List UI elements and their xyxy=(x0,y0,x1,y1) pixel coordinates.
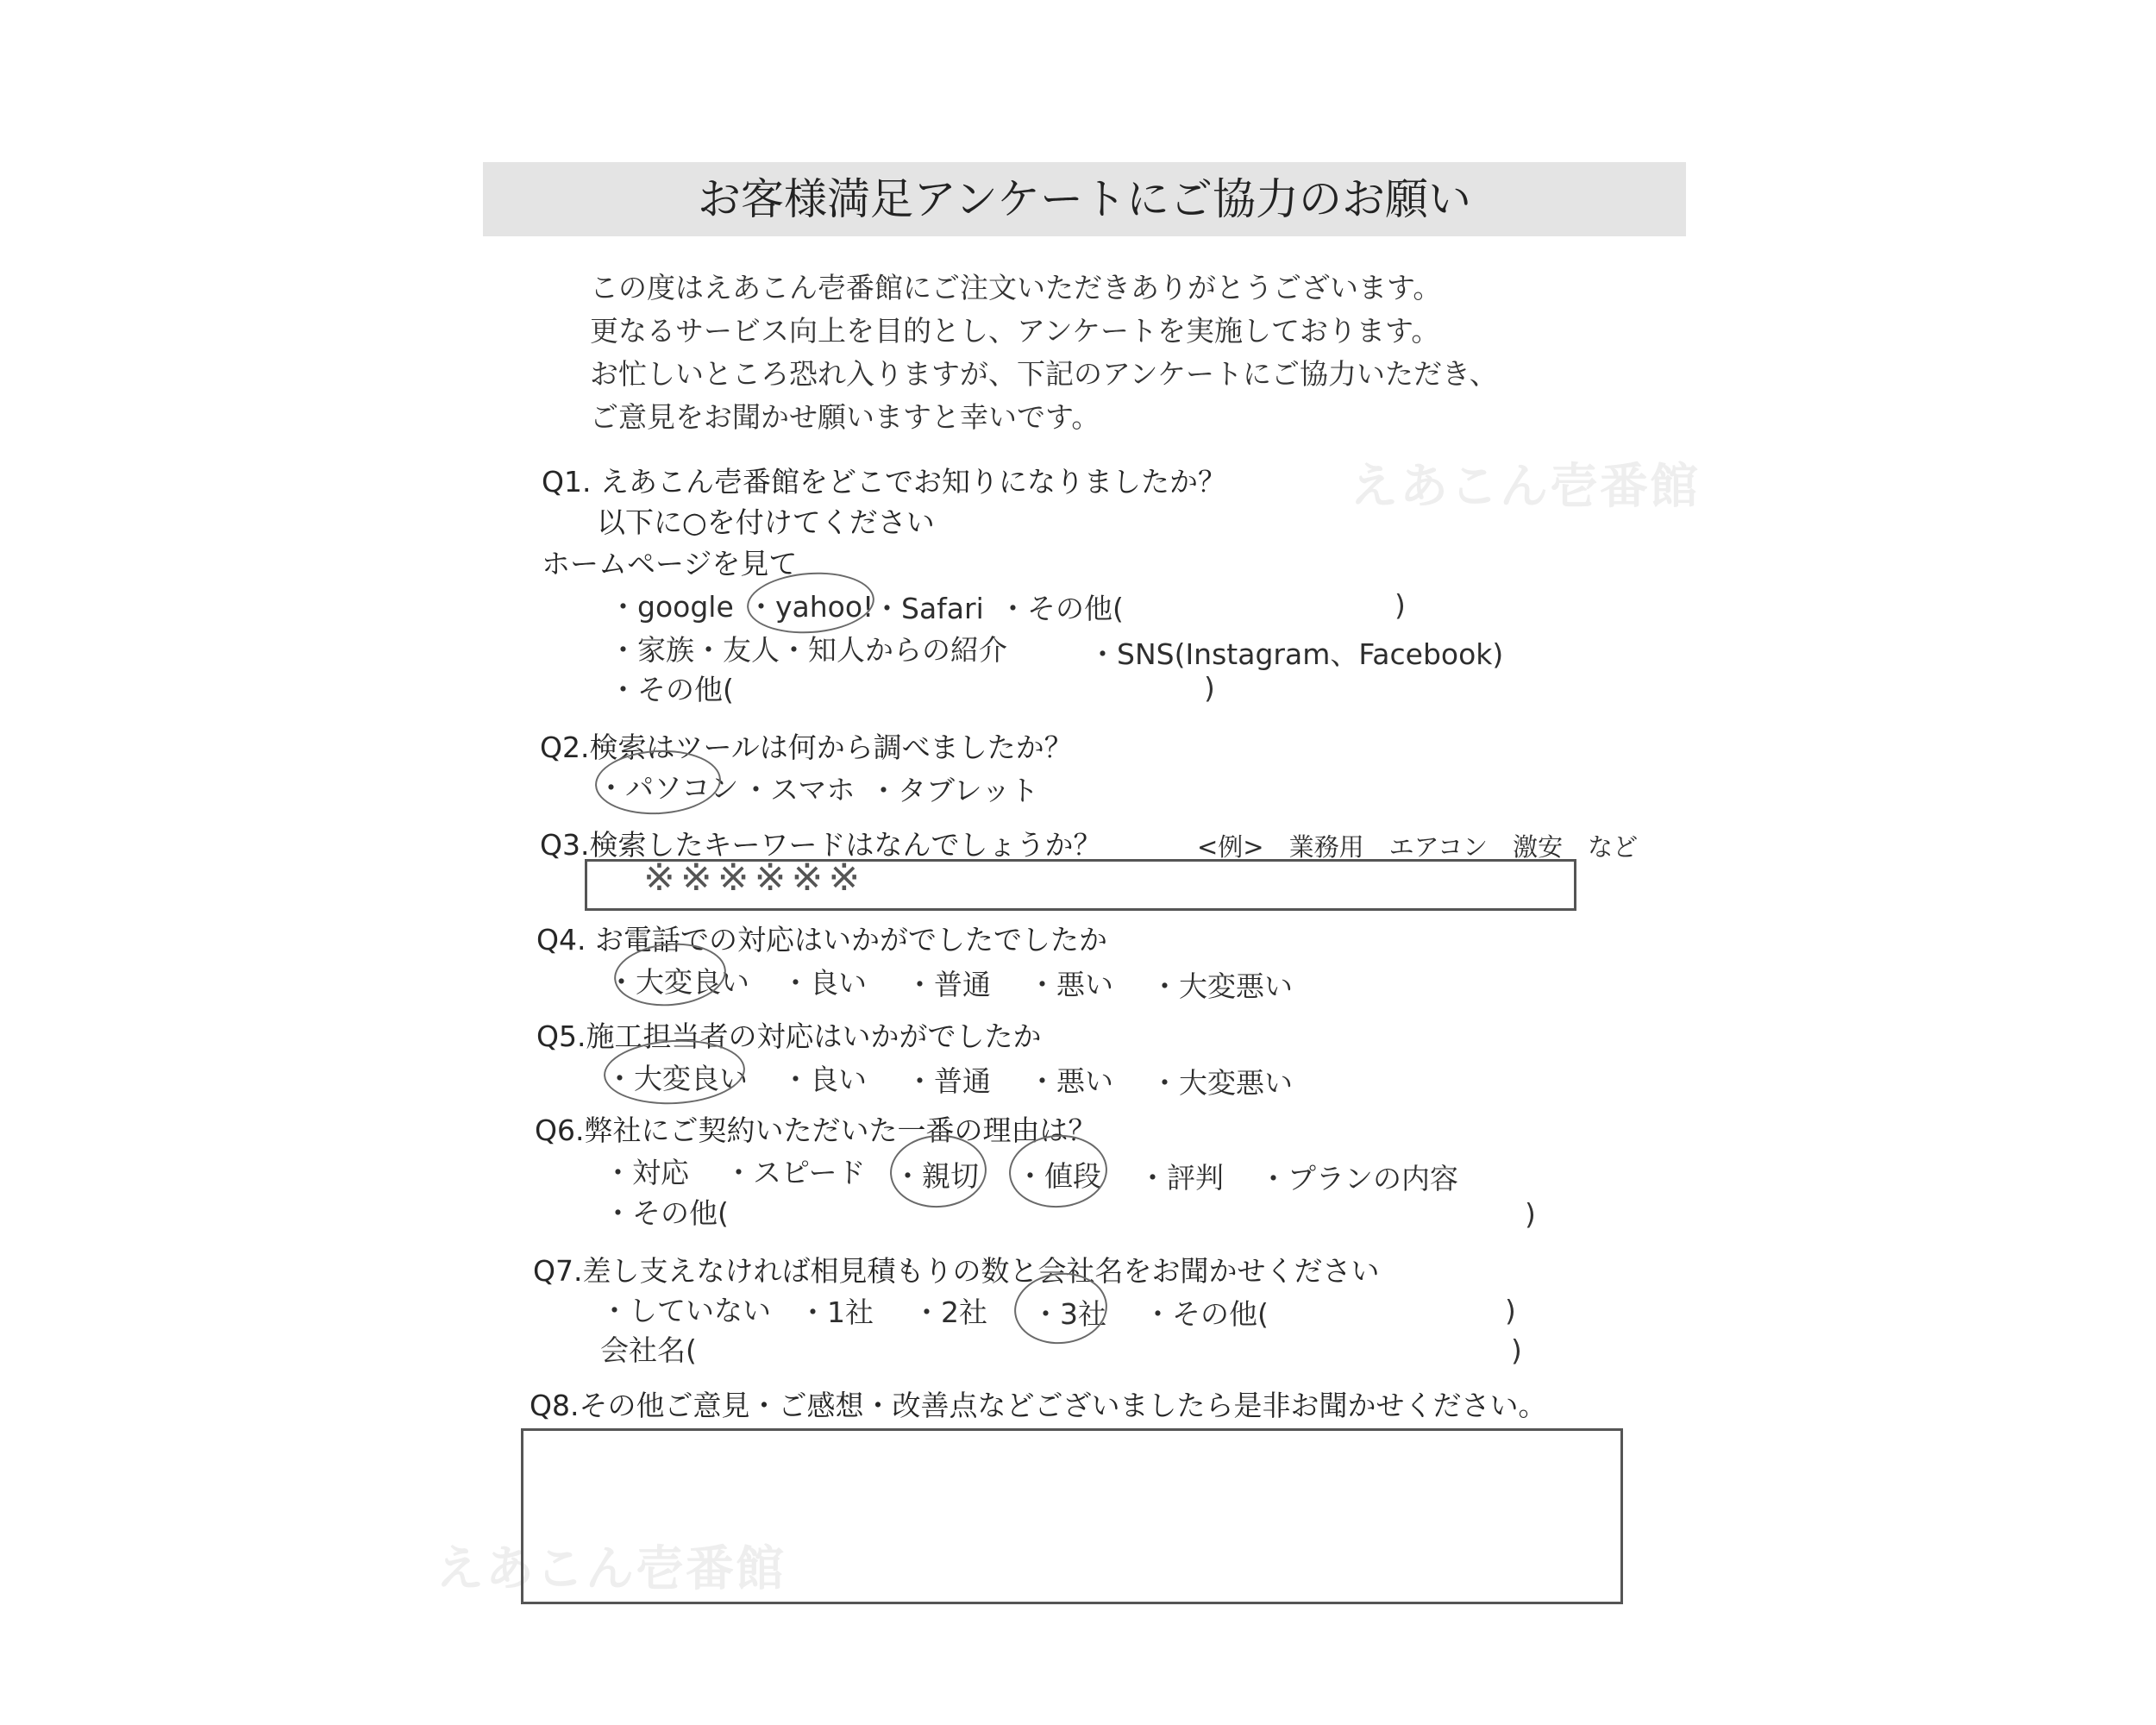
q5-option-very-good[interactable]: ・大変良い xyxy=(605,1062,748,1095)
q7-option-other[interactable]: ・その他( xyxy=(1144,1297,1269,1331)
q1-sub: 以下に○を付けてください xyxy=(597,505,935,539)
q1-group-homepage: ホームページを見て xyxy=(542,547,798,580)
q4-option-good[interactable]: ・良い xyxy=(781,966,867,1000)
q4-option-very-good[interactable]: ・大変良い xyxy=(607,965,749,999)
q1-label: Q1. えあこん壱番館をどこでお知りになりましたか？ xyxy=(542,465,1226,499)
q5-option-very-bad[interactable]: ・大変悪い xyxy=(1150,1066,1293,1100)
q7-option-2-companies[interactable]: ・2社 xyxy=(912,1295,987,1329)
q6-option-response[interactable]: ・対応 xyxy=(604,1156,689,1189)
q8-comment-box[interactable] xyxy=(521,1428,1623,1604)
intro-line-1: この度はえあこん壱番館にご注文いただきありがとうございます。 xyxy=(590,271,1442,304)
q7-company-name-close: ) xyxy=(1511,1333,1522,1367)
watermark-top: えあこん壱番館 xyxy=(1350,459,1700,515)
title-band xyxy=(483,162,1686,236)
watermark-bottom: えあこん壱番館 xyxy=(436,1541,786,1597)
q6-option-reputation[interactable]: ・評判 xyxy=(1138,1161,1224,1195)
q6-option-speed[interactable]: ・スピード xyxy=(724,1156,866,1189)
q7-other-close: ) xyxy=(1505,1294,1516,1327)
intro-line-3: お忙しいところ恐れ入りますが、下記のアンケートにご協力いただき、 xyxy=(590,357,1498,391)
q6-option-plan-contents[interactable]: ・プランの内容 xyxy=(1259,1162,1458,1195)
q6-option-other[interactable]: ・その他( xyxy=(604,1196,729,1230)
q4-option-very-bad[interactable]: ・大変悪い xyxy=(1150,969,1293,1003)
q3-keyword-answer: ※※※※※※ xyxy=(643,856,866,900)
q7-label: Q7.差し支えなければ相見積もりの数と会社名をお聞かせください xyxy=(533,1254,1380,1288)
q1-option-yahoo[interactable]: ・yahoo! xyxy=(747,590,874,624)
q7-option-none[interactable]: ・していない xyxy=(600,1294,771,1327)
q6-option-kindness[interactable]: ・親切 xyxy=(893,1159,979,1193)
q4-option-normal[interactable]: ・普通 xyxy=(906,968,991,1001)
q5-option-bad[interactable]: ・悪い xyxy=(1028,1064,1113,1098)
q1-option-other-2[interactable]: ・その他( xyxy=(609,673,734,706)
q5-label: Q5.施工担当者の対応はいかがでしたか xyxy=(536,1019,1042,1053)
q7-company-name-label: 会社名( xyxy=(600,1333,697,1367)
intro-line-4: ご意見をお聞かせ願いますと幸いです。 xyxy=(590,400,1100,434)
q3-label: Q3.検索したキーワードはなんでしょうか？ xyxy=(540,828,1102,862)
q4-label: Q4. お電話での対応はいかがでしたでしたか xyxy=(536,923,1107,957)
q1-other-1-close: ) xyxy=(1395,588,1406,622)
q2-option-pc[interactable]: ・パソコン xyxy=(597,771,739,805)
q2-option-tablet[interactable]: ・タブレット xyxy=(869,774,1039,807)
q1-option-other-1[interactable]: ・その他( xyxy=(999,592,1124,625)
page-title: お客様満足アンケートにご協力のお願い xyxy=(698,174,1471,224)
q1-other-2-close: ) xyxy=(1204,671,1215,705)
q6-label: Q6.弊社にご契約いただいた一番の理由は？ xyxy=(535,1113,1097,1147)
q6-option-price[interactable]: ・値段 xyxy=(1016,1159,1101,1193)
q6-other-close: ) xyxy=(1525,1197,1536,1231)
q4-option-bad[interactable]: ・悪い xyxy=(1028,968,1113,1001)
q5-option-normal[interactable]: ・普通 xyxy=(906,1064,991,1098)
q8-label: Q8.その他ご意見・ご感想・改善点などございましたら是非お聞かせください。 xyxy=(530,1389,1547,1422)
q3-example: <例> 業務用 エアコン 激安 など xyxy=(1197,832,1639,862)
q1-option-sns[interactable]: ・SNS(Instagram、Facebook) xyxy=(1088,637,1504,671)
q5-option-good[interactable]: ・良い xyxy=(781,1063,867,1096)
intro-line-2: 更なるサービス向上を目的とし、アンケートを実施しております。 xyxy=(590,314,1440,348)
q1-option-family-referral[interactable]: ・家族・友人・知人からの紹介 xyxy=(609,633,1007,667)
q2-option-smartphone[interactable]: ・スマホ xyxy=(742,773,856,806)
q1-option-safari[interactable]: ・Safari xyxy=(873,592,984,625)
q2-label: Q2.検索はツールは何から調べましたか？ xyxy=(540,731,1073,764)
q7-option-3-companies[interactable]: ・3社 xyxy=(1031,1297,1106,1331)
q1-option-google[interactable]: ・google xyxy=(609,590,734,624)
q7-option-1-company[interactable]: ・1社 xyxy=(799,1295,874,1329)
